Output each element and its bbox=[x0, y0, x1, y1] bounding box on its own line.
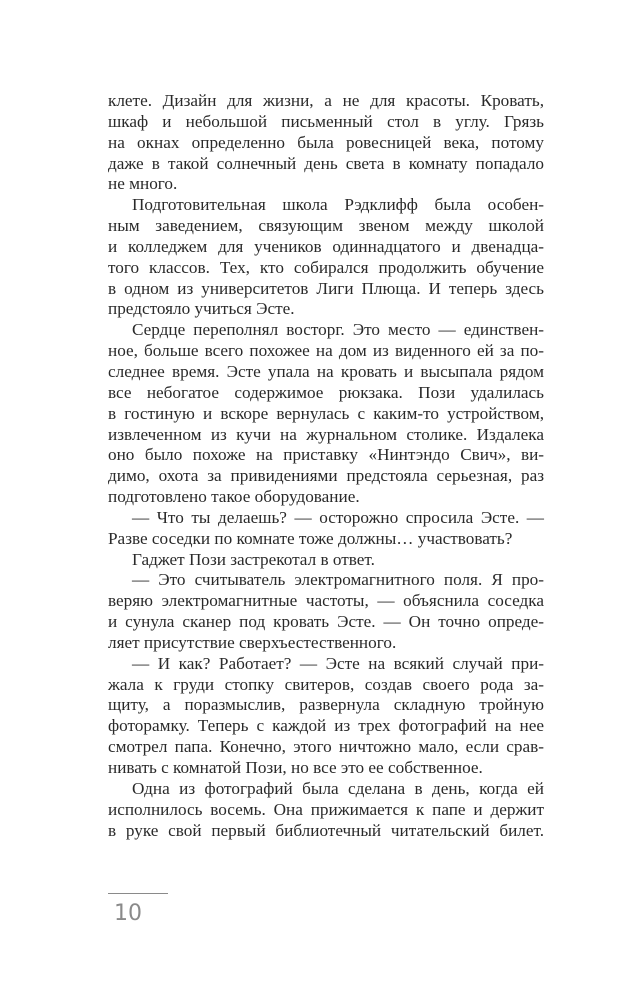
text-line: того классов. Тех, кто собирался продолжить обучение bbox=[108, 257, 544, 277]
page-body bbox=[108, 91, 544, 841]
text-line: фоторамку. Теперь с каждой из трех фотографий на нее bbox=[108, 716, 544, 736]
text-line: веряю электромагнитные частоты, — объяснила соседка bbox=[108, 591, 544, 611]
text-line: в руке свой первый библиотечный читательский билет. bbox=[108, 820, 544, 840]
text-line: шкаф и небольшой письменный стол в углу. Грязь bbox=[108, 111, 544, 131]
text-line: Разве соседки по комнате тоже должны… участвовать? bbox=[108, 528, 513, 548]
text-line: на окнах определенно была ровесницей века, потому bbox=[108, 132, 544, 152]
page-number: 10 bbox=[114, 901, 142, 926]
text-line: предстояло учиться Эсте. bbox=[108, 299, 295, 319]
text-line: в гостиную и вскоре вернулась с каким-то устройством, bbox=[108, 403, 544, 423]
text-line: димо, охота за привидениями предстояла серьезная, раз bbox=[108, 466, 544, 486]
text-line: Сердце переполнял восторг. Это место — единствен- bbox=[132, 320, 544, 340]
text-line: даже в такой солнечный день света в комнату попадало bbox=[108, 153, 544, 173]
text-line: — Это считыватель электромагнитного поля. Я про- bbox=[132, 570, 544, 590]
text-line: смотрел папа. Конечно, этого ничтожно мало, если срав- bbox=[108, 737, 544, 757]
footer-rule bbox=[108, 893, 168, 894]
text-line: не много. bbox=[108, 174, 178, 194]
text-line: следнее время. Эсте упала на кровать и высыпала рядом bbox=[108, 361, 544, 381]
text-line: щиту, а поразмыслив, развернула складную тройную bbox=[108, 695, 544, 715]
text-line: нивать с комнатой Пози, но все это ее собственное. bbox=[108, 758, 483, 777]
text-line: — Что ты делаешь? — осторожно спросила Эсте. — bbox=[132, 507, 544, 527]
text-line: исполнилось восемь. Она прижимается к папе и держит bbox=[108, 799, 544, 819]
text-line: и сунула сканер под кровать Эсте. — Он точно опреде- bbox=[108, 612, 544, 632]
text-line: ляет присутствие сверхъестественного. bbox=[108, 632, 397, 652]
text-line: ное, больше всего похожее на дом из виденного ей за по- bbox=[108, 341, 544, 361]
text-line: клете. Дизайн для жизни, а не для красоты. Кровать, bbox=[108, 91, 544, 110]
text-line: извлеченном из кучи на журнальном столике. Издалека bbox=[108, 424, 544, 444]
text-line: подготовлено такое оборудование. bbox=[108, 487, 360, 507]
text-line: — И как? Работает? — Эсте на всякий случай при- bbox=[132, 653, 544, 673]
text-line: в одном из университетов Лиги Плюща. И теперь здесь bbox=[108, 278, 544, 298]
text-line: и колледжем для учеников одиннадцатого и двенадца- bbox=[108, 236, 544, 256]
text-line: Одна из фотографий была сделана в день, когда ей bbox=[132, 778, 544, 798]
text-line: ным заведением, связующим звеном между школой bbox=[108, 216, 544, 236]
text-line: Подготовительная школа Рэдклифф была особен- bbox=[132, 195, 544, 215]
text-line: все небогатое содержимое рюкзака. Пози удалилась bbox=[108, 382, 544, 402]
text-line: оно было похоже на приставку «Нинтэндо Свич», ви- bbox=[108, 445, 544, 465]
text-line: Гаджет Пози застрекотал в ответ. bbox=[132, 549, 375, 569]
text-line: жала к груди стопку свитеров, создав своего рода за- bbox=[108, 674, 544, 694]
